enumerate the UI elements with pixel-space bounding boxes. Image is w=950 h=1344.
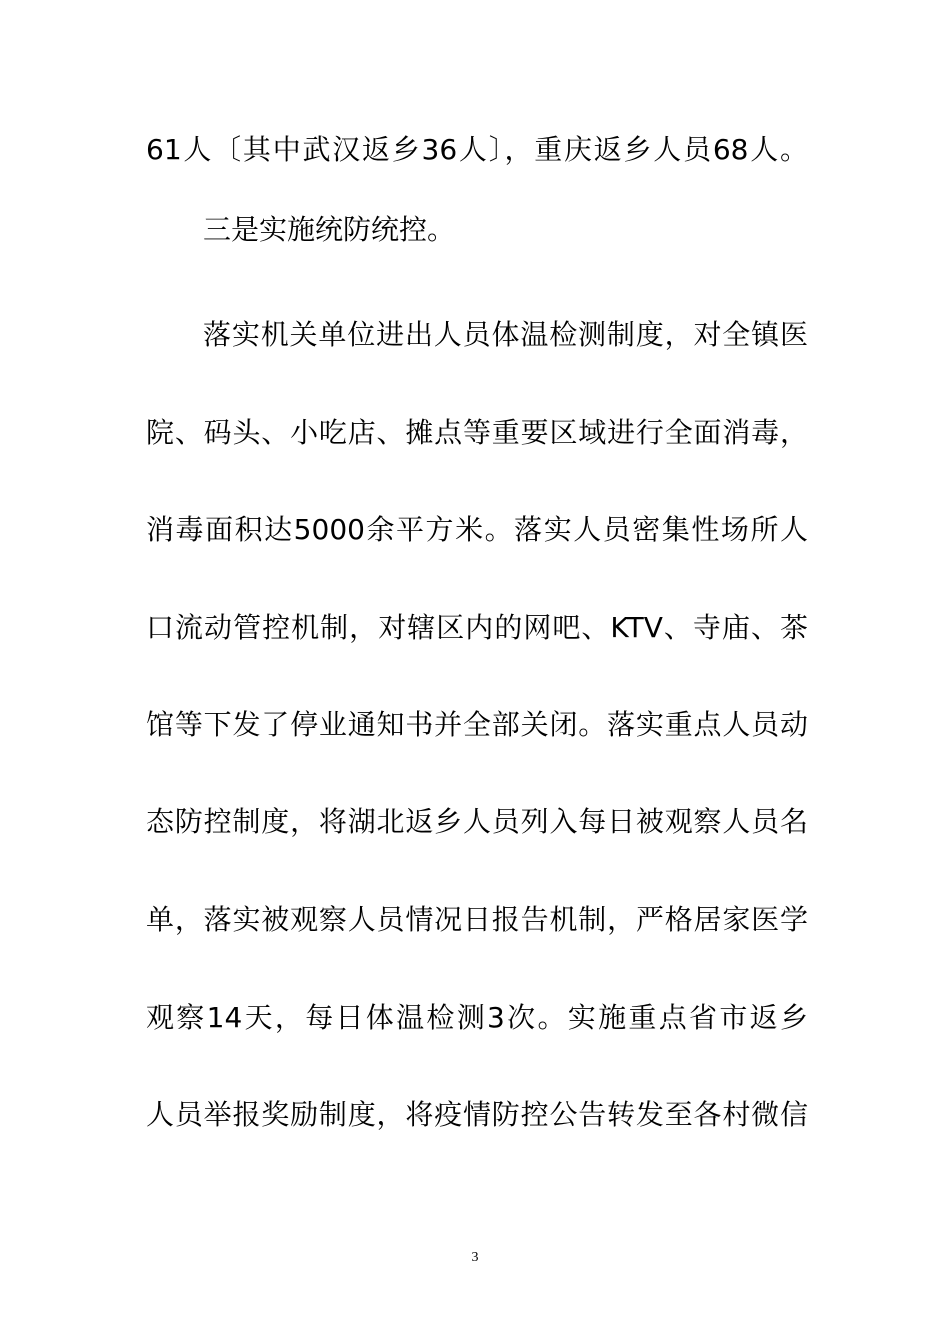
text-line: 消毒面积达5000余平方米。落实人员密集性场所人	[146, 513, 808, 546]
text-line: 态防控制度，将湖北返乡人员列入每日被观察人员名	[146, 805, 808, 838]
text-line: 观察14天，每日体温检测3次。实施重点省市返乡	[146, 1001, 808, 1034]
section-heading: 三是实施统防统控。	[203, 213, 456, 246]
text-line: 馆等下发了停业通知书并全部关闭。落实重点人员动	[146, 708, 808, 741]
text-line: 院、码头、小吃店、摊点等重要区域进行全面消毒，	[146, 416, 808, 449]
text-line: 61人〔其中武汉返乡36人〕，重庆返乡人员68人。	[146, 133, 808, 166]
page-number: 3	[471, 1250, 479, 1265]
text-line: 人员举报奖励制度，将疫情防控公告转发至各村微信	[146, 1098, 808, 1131]
text-line: 单，落实被观察人员情况日报告机制，严格居家医学	[146, 903, 808, 936]
text-line: 落实机关单位进出人员体温检测制度，对全镇医	[203, 318, 808, 351]
text-line: 口流动管控机制，对辖区内的网吧、KTV、寺庙、茶	[146, 611, 808, 644]
